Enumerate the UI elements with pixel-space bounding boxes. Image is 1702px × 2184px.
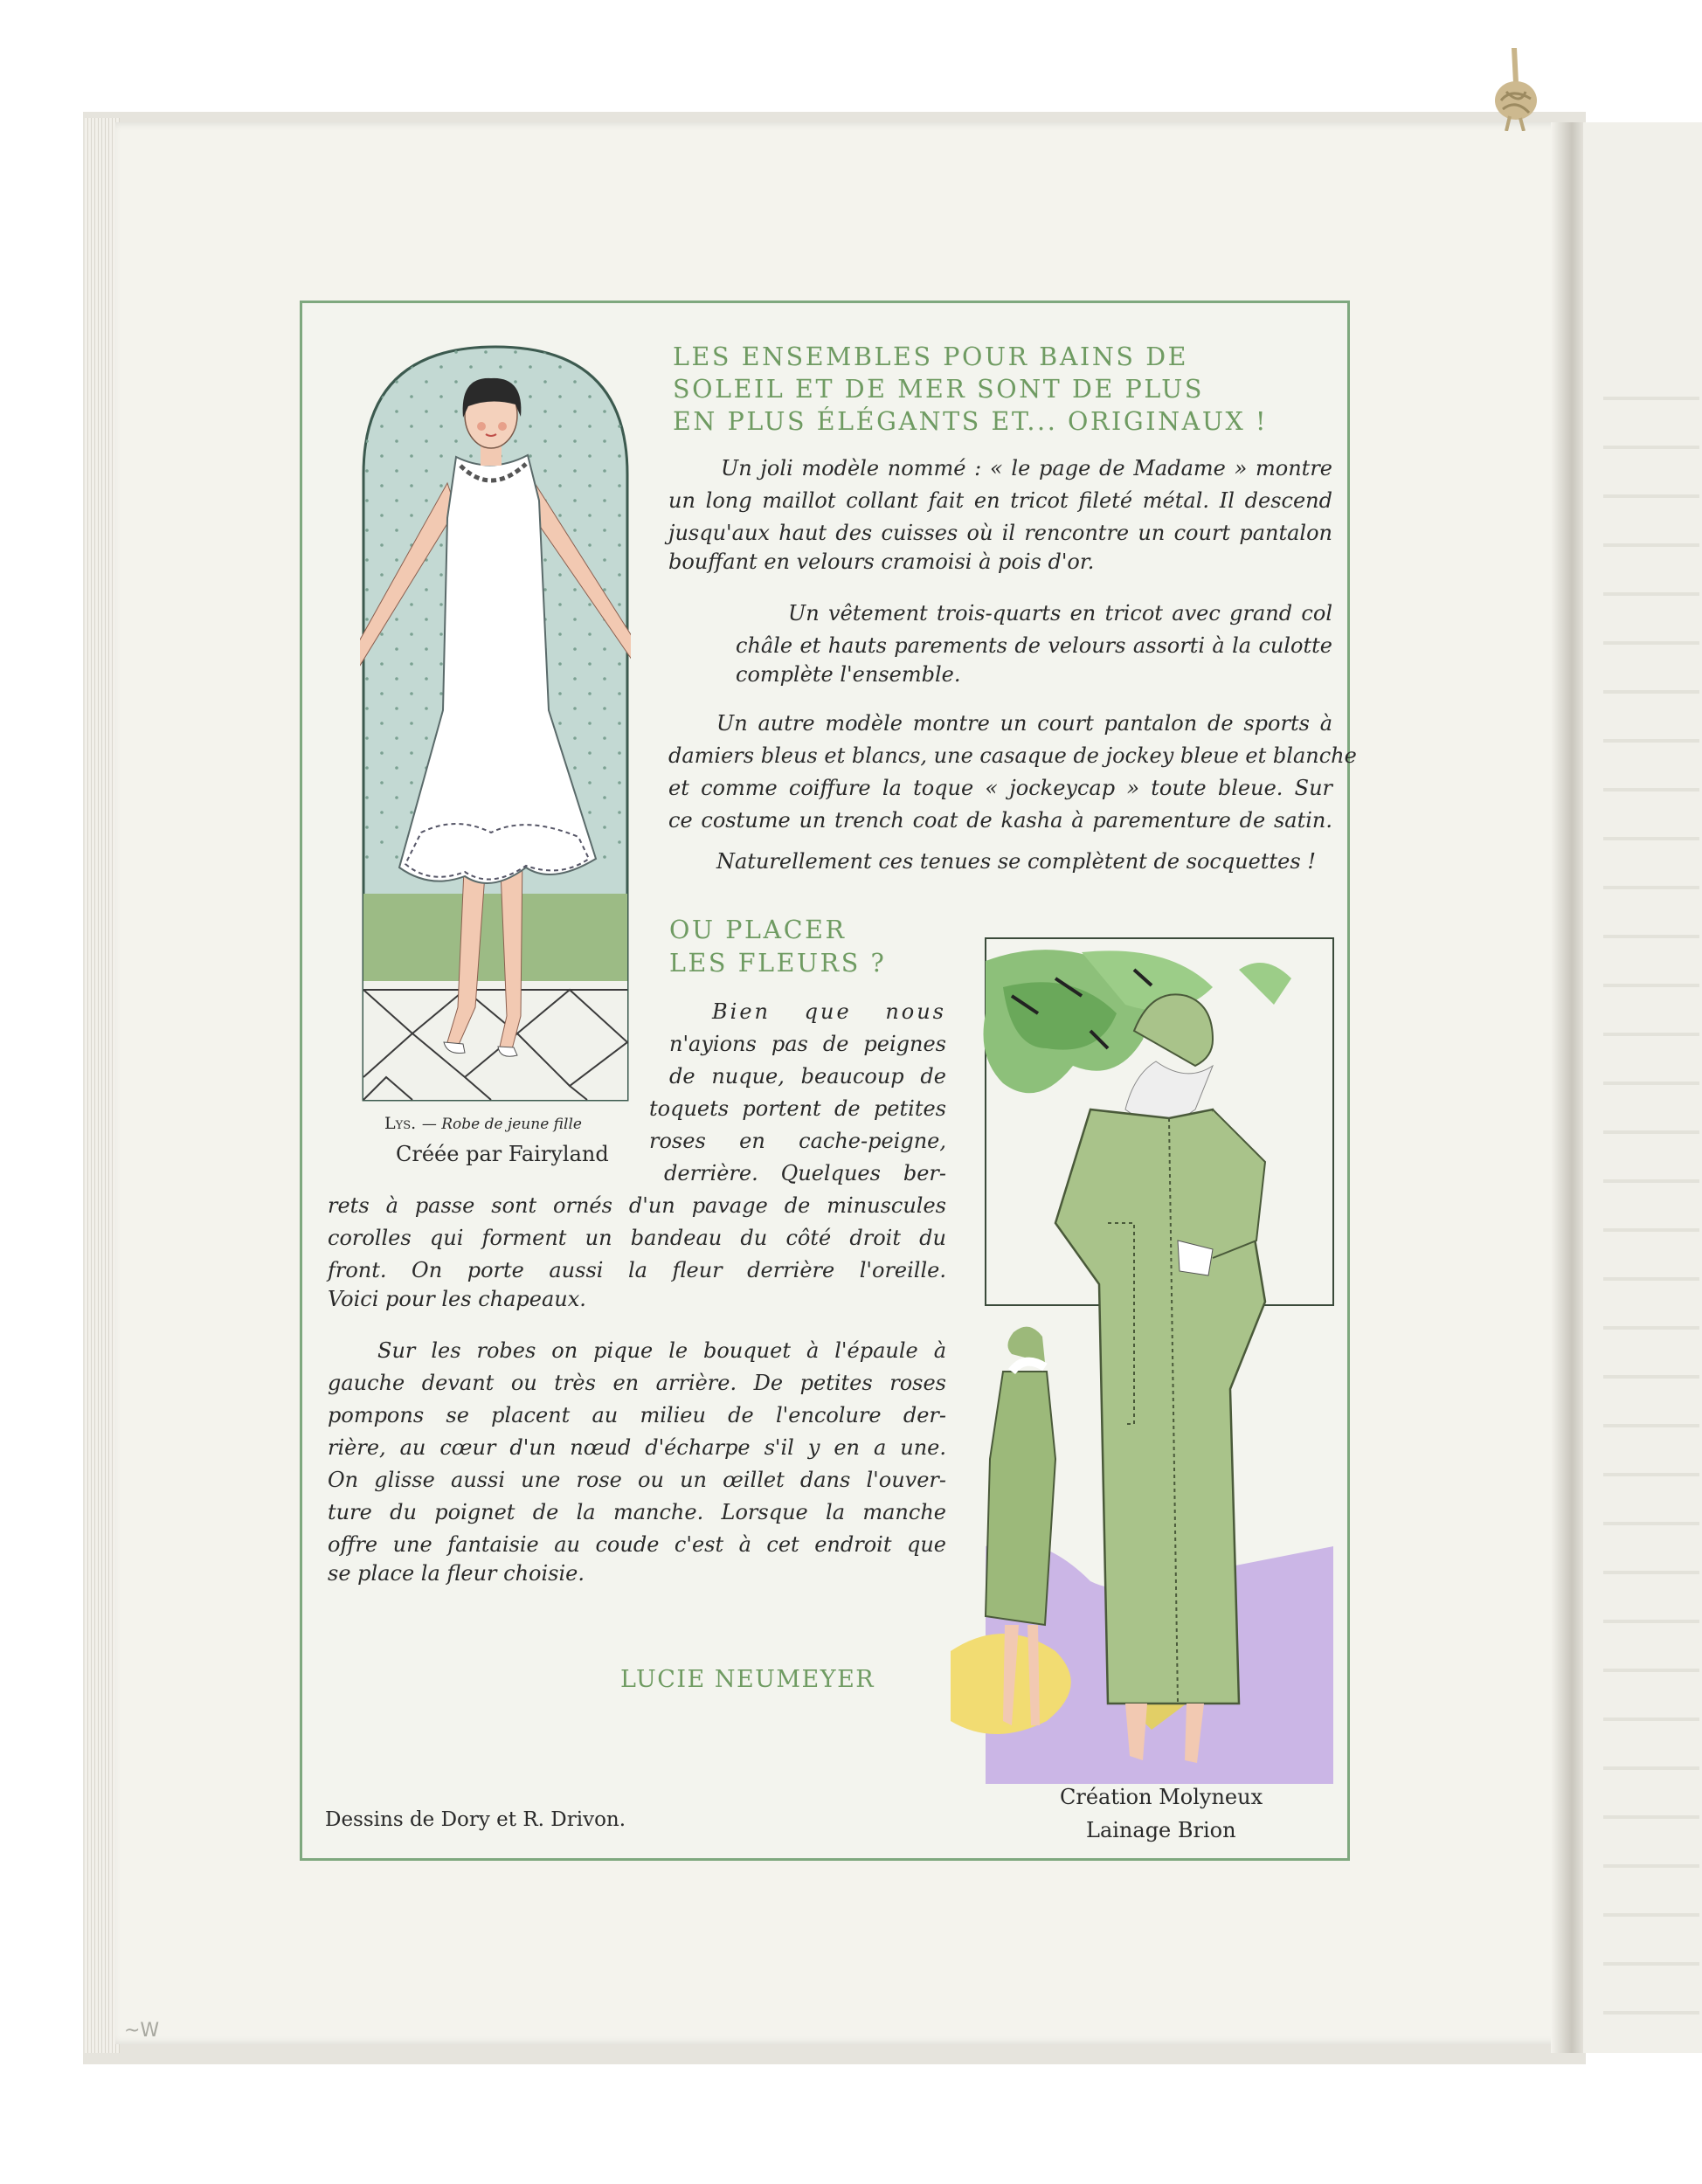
para-5-line-9: front. On porte aussi la fleur derrière l'oreille. bbox=[328, 1258, 946, 1282]
para-6-line-5: On glisse aussi une rose ou un œillet dans l'ouver- bbox=[328, 1468, 946, 1492]
heading-2-line-1: OU PLACER bbox=[669, 916, 847, 944]
heading-1-line-2: SOLEIL ET DE MER SONT DE PLUS bbox=[673, 375, 1205, 404]
para-1-line-1: Un joli modèle nommé : « le page de Madame » montre bbox=[721, 456, 1332, 480]
para-3-line-1: Un autre modèle montre un court pantalon de sports à bbox=[716, 711, 1332, 736]
para-5-line-10: Voici pour les chapeaux. bbox=[328, 1287, 586, 1311]
para-6-line-2: gauche devant ou très en arrière. De petites roses bbox=[328, 1371, 946, 1395]
page-pencil-mark: ~W bbox=[124, 2020, 160, 2042]
para-5-line-5: roses en cache-peigne, bbox=[649, 1129, 946, 1153]
book-gutter bbox=[1551, 122, 1586, 2053]
caption-model-name: Lys. bbox=[384, 1114, 417, 1133]
para-5-line-6: derrière. Quelques ber- bbox=[664, 1161, 946, 1185]
illustration-credit: Dessins de Dory et R. Drivon. bbox=[325, 1808, 626, 1831]
caption-model-desc: — Robe de jeune fille bbox=[421, 1116, 582, 1133]
para-3-line-4: ce costume un trench coat de kasha à parementure de satin. bbox=[668, 808, 1332, 833]
para-6-line-3: pompons se placent au milieu de l'encolure der- bbox=[328, 1403, 946, 1427]
para-6-line-7: offre une fantaisie au coude c'est à cet endroit que bbox=[328, 1532, 946, 1557]
para-2-line-2: châle et hauts parements de velours assorti à la culotte bbox=[736, 633, 1332, 658]
para-5-line-1: Bien que nous bbox=[712, 999, 946, 1024]
para-5-line-2: n'ayions pas de peignes bbox=[669, 1032, 946, 1056]
para-6-line-6: ture du poignet de la manche. Lorsque la manche bbox=[328, 1500, 946, 1524]
caption-right-line2: Lainage Brion bbox=[1086, 1818, 1236, 1842]
para-3-line-2: damiers bleus et blancs, une casaque de jockey bleue et blanche bbox=[668, 743, 1357, 768]
heading-1-line-1: LES ENSEMBLES POUR BAINS DE bbox=[673, 342, 1189, 371]
caption-right-line1: Création Molyneux bbox=[1060, 1785, 1263, 1809]
para-6-line-4: rière, au cœur d'un nœud d'écharpe s'il y en a une. bbox=[328, 1435, 946, 1460]
page-edges bbox=[85, 118, 120, 2053]
heading-1-line-3: EN PLUS ÉLÉGANTS ET... ORIGINAUX ! bbox=[673, 407, 1269, 436]
para-5-line-8: corolles qui forment un bandeau du côté droit du bbox=[328, 1226, 946, 1250]
heading-2-line-2: LES FLEURS ? bbox=[669, 949, 887, 978]
illustration-green-coats bbox=[951, 935, 1337, 1784]
para-5-line-7: rets à passe sont ornés d'un pavage de minuscules bbox=[328, 1193, 946, 1218]
bookmark-ribbon-icon bbox=[1485, 48, 1546, 131]
para-4: Naturellement ces tenues se complètent de socquettes ! bbox=[716, 849, 1316, 874]
para-1-line-4: bouffant en velours cramoisi à pois d'or. bbox=[668, 549, 1095, 574]
para-1-line-2: un long maillot collant fait en tricot fileté métal. Il descend bbox=[668, 488, 1332, 513]
illustration-girl-dress bbox=[360, 343, 631, 1103]
para-2-line-3: complète l'ensemble. bbox=[736, 662, 961, 687]
caption-left-line1 bbox=[384, 1112, 582, 1133]
author-signature: LUCIE NEUMEYER bbox=[620, 1666, 875, 1693]
caption-left-creator: Créée par Fairyland bbox=[396, 1142, 609, 1166]
para-6-line-8: se place la fleur choisie. bbox=[328, 1561, 585, 1586]
para-2-line-1: Un vêtement trois-quarts en tricot avec grand col bbox=[788, 601, 1332, 625]
show-through-text bbox=[1603, 367, 1699, 2027]
para-5-line-3: de nuque, beaucoup de bbox=[669, 1064, 946, 1089]
para-1-line-3: jusqu'aux haut des cuisses où il rencontre un court pantalon bbox=[668, 521, 1332, 545]
para-5-line-4: toquets portent de petites bbox=[649, 1096, 946, 1121]
para-6-line-1: Sur les robes on pique le bouquet à l'épaule à bbox=[377, 1338, 946, 1363]
para-3-line-3: et comme coiffure la toque « jockeycap » toute bleue. Sur bbox=[668, 776, 1332, 800]
